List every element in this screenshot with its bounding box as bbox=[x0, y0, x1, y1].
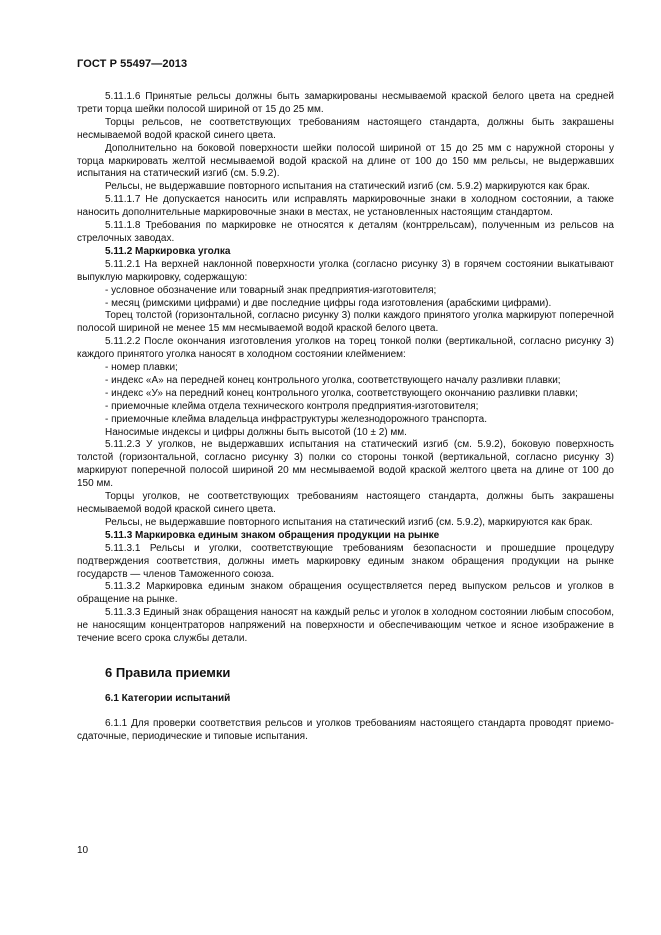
paragraph: 5.11.2.2 После окончания изготовления уголков на торец тонкой полки (вертикальной, согласно рисунку 3) каждого принятого уголка наносят в холодном состоянии клеймением: bbox=[77, 336, 614, 361]
paragraph: - приемочные клейма отдела технического контроля предприятия-изготовителя; bbox=[105, 400, 479, 412]
paragraph: 5.11.3.3 Единый знак обращения наносят на каждый рельс и уголок в холодном состоянии любым способом, не наносящим концентраторов напряжений на поверхности и обеспечивающим четкое и ясное изображение в течение всего срока службы детали. bbox=[77, 607, 614, 645]
paragraph: Рельсы, не выдержавшие повторного испытания на статический изгиб (см. 5.9.2), маркируются как брак. bbox=[105, 516, 593, 528]
paragraph: - индекс «А» на передней конец контрольного уголка, соответствующего началу разливки плавки; bbox=[105, 374, 561, 386]
subsection-heading: 5.11.2 Маркировка уголка bbox=[105, 245, 231, 257]
paragraph: Торец толстой (горизонтальной, согласно рисунку 3) полки каждого принятого уголка маркируют поперечной полосой шириной не менее 15 мм несмываемой водой краской белого цвета. bbox=[77, 310, 614, 335]
paragraph: 5.11.1.7 Не допускается наносить или исправлять маркировочные знаки в холодном состоянии, а также наносить дополнительные маркировочные знаки в местах, не установленных настоящим стандартом. bbox=[77, 194, 614, 219]
paragraph: - номер плавки; bbox=[105, 362, 178, 374]
paragraph: - индекс «У» на передний конец контрольного уголка, соответствующего окончанию разливки плавки; bbox=[105, 387, 578, 399]
marking-section bbox=[77, 91, 614, 646]
paragraph: 5.11.3.2 Маркировка единым знаком обращения осуществляется перед выпуском рельсов и уголков в обращение на рынке. bbox=[77, 581, 614, 606]
section-title: 6 Правила приемки bbox=[105, 664, 231, 680]
paragraph: 5.11.2.3 У уголков, не выдержавших испытания на статический изгиб (см. 5.9.2), боковую поверхность толстой (горизонтальной, согласно рисунку 3) полки со стороны тонкой (вертикальной, согласно рисунку 3) маркируют поперечной полосой шириной 20 мм несмываемой водой краской желтого цвета на длине от 100 до 150 мм. bbox=[77, 439, 614, 490]
paragraph: 5.11.3.1 Рельсы и уголки, соответствующие требованиям безопасности и прошедшие процедуру подтверждения соответствия, должны иметь маркировку единым знаком обращения продукции на рынке государств — членов Таможенного союза. bbox=[77, 542, 614, 580]
paragraph: Дополнительно на боковой поверхности шейки полосой шириной от 15 до 25 мм с наружной стороны у торца маркировать желтой несмываемой водой краской на длине от 100 до 150 мм рельсы, не выдержавших испытания на статический изгиб (см. 5.9.2). bbox=[77, 142, 614, 180]
subsection-heading: 5.11.3 Маркировка единым знаком обращения продукции на рынке bbox=[105, 529, 440, 541]
paragraph: 6.1.1 Для проверки соответствия рельсов и уголков требованиям настоящего стандарта проводят приемо-сдаточные, периодические и типовые испытания. bbox=[77, 717, 614, 742]
paragraph: Рельсы, не выдержавшие повторного испытания на статический изгиб (см. 5.9.2) маркируются как брак. bbox=[105, 181, 590, 193]
paragraph: 5.11.1.8 Требования по маркировке не относятся к деталям (контррельсам), полученным из рельсов на стрелочных заводах. bbox=[77, 220, 614, 244]
paragraph: 5.11.1.6 Принятые рельсы должны быть замаркированы несмываемой краской белого цвета на средней трети торца шейки полосой шириной от 15 до 25 мм. bbox=[77, 91, 614, 115]
document-header: ГОСТ Р 55497—2013 bbox=[77, 58, 188, 70]
paragraph: Торцы уголков, не соответствующих требованиям настоящего стандарта, должны быть закрашены несмываемой водой краской синего цвета. bbox=[77, 491, 614, 515]
paragraph: - приемочные клейма владельца инфраструктуры железнодорожного транспорта. bbox=[105, 413, 487, 425]
paragraph: Торцы рельсов, не соответствующих требованиям настоящего стандарта, должны быть закрашены несмываемой водой краской синего цвета. bbox=[77, 116, 614, 141]
page-number: 10 bbox=[77, 845, 89, 856]
paragraph: - условное обозначение или товарный знак предприятия-изготовителя; bbox=[105, 284, 437, 296]
paragraph: - месяц (римскими цифрами) и две последние цифры года изготовления (арабскими цифрами). bbox=[105, 297, 552, 309]
document-body bbox=[77, 91, 614, 744]
subsection-title: 6.1 Категории испытаний bbox=[105, 692, 231, 704]
paragraph: 5.11.2.1 На верхней наклонной поверхности уголка (согласно рисунку 3) в горячем состоянии выкатывают выпуклую маркировку, содержащую: bbox=[77, 258, 614, 283]
paragraph: Наносимые индексы и цифры должны быть высотой (10 ± 2) мм. bbox=[105, 426, 407, 438]
